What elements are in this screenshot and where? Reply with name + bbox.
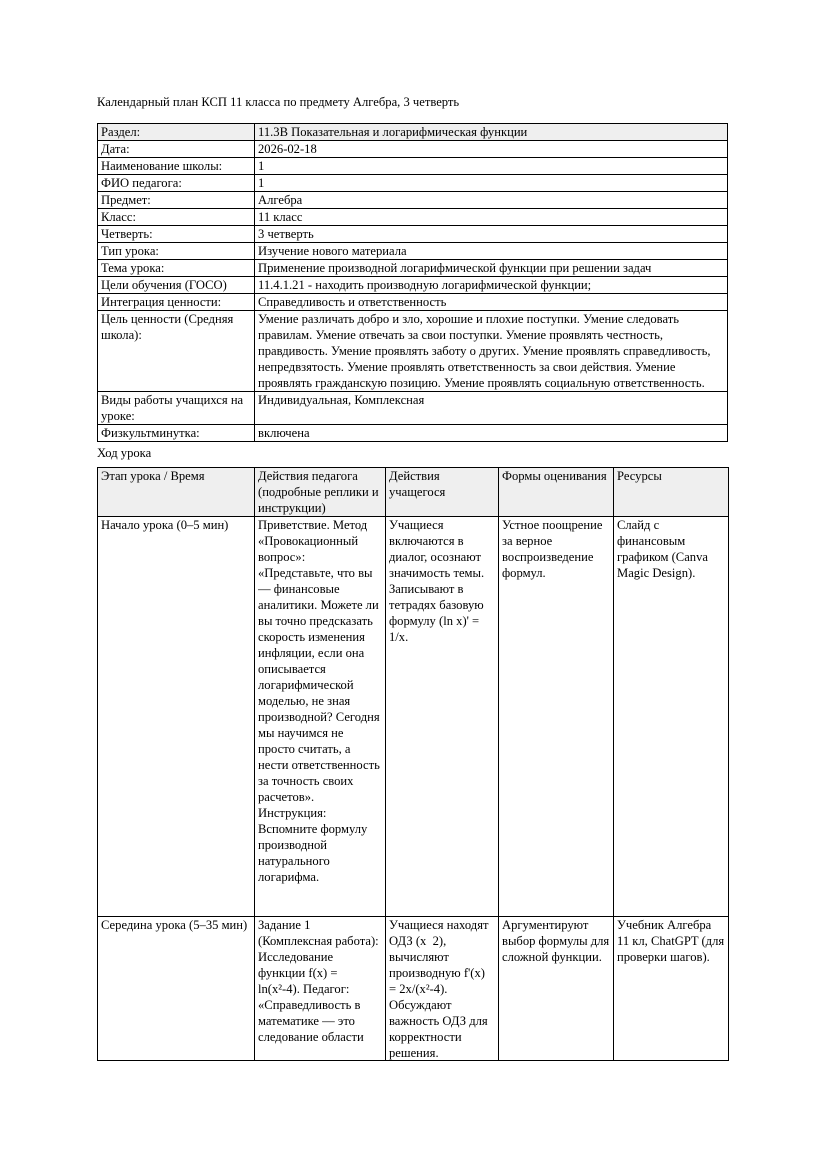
meta-label: Наименование школы: (98, 158, 255, 175)
meta-label: Цели обучения (ГОСО) (98, 277, 255, 294)
page-title: Календарный план КСП 11 класса по предмету Алгебра, 3 четверть (97, 95, 460, 109)
meta-value: включена (255, 425, 728, 442)
meta-row (98, 277, 728, 294)
column-header-resources: Ресурсы (614, 468, 729, 517)
lesson-row-start (98, 517, 729, 917)
meta-label: Раздел: (98, 124, 255, 141)
meta-table (97, 123, 728, 442)
meta-row (98, 425, 728, 442)
meta-label: Четверть: (98, 226, 255, 243)
stage-cell: Начало урока (0–5 мин) (98, 517, 255, 917)
meta-value: 11.3B Показательная и логарифмическая функции (255, 124, 728, 141)
meta-label: Интеграция ценности: (98, 294, 255, 311)
meta-value: 1 (255, 175, 728, 192)
assessment-cell: Аргументируют выбор формулы для сложной функции. (499, 917, 614, 1061)
meta-value: Изучение нового материала (255, 243, 728, 260)
resources-cell: Учебник Алгебра 11 кл, ChatGPT (для проверки шагов). (614, 917, 729, 1061)
teacher-actions-cell: Задание 1 (Комплексная работа): Исследование функции f(x) = ln(x²-4). Педагог: «Справедливость в математике — это следование области (255, 917, 386, 1061)
stage-cell: Середина урока (5–35 мин) (98, 917, 255, 1061)
meta-label: Предмет: (98, 192, 255, 209)
meta-label: Виды работы учащихся на уроке: (98, 392, 255, 425)
meta-value: 2026-02-18 (255, 141, 728, 158)
meta-value: Индивидуальная, Комплексная (255, 392, 728, 425)
lesson-table (97, 467, 729, 1061)
meta-label: Физкультминутка: (98, 425, 255, 442)
meta-value: Алгебра (255, 192, 728, 209)
column-header-assessment: Формы оценивания (499, 468, 614, 517)
meta-row (98, 311, 728, 392)
meta-row (98, 260, 728, 277)
meta-label: ФИО педагога: (98, 175, 255, 192)
student-actions-cell: Учащиеся включаются в диалог, осознают значимость темы. Записывают в тетрадях базовую формулу (ln x)' = 1/x. (386, 517, 499, 917)
meta-label: Дата: (98, 141, 255, 158)
meta-value: 11 класс (255, 209, 728, 226)
lesson-row-middle (98, 917, 729, 1061)
meta-value: Умение различать добро и зло, хорошие и плохие поступки. Умение следовать правилам. Умение отвечать за свои поступки. Умение проявлять честность, правдивость. Умение проявлять заботу о других. Умение проявлять справедливость, непредвзятость. Умение проявлять ответственность за свои действия. Умение проявлять гражданскую позицию. Умение проявлять социальную ответственность. (255, 311, 728, 392)
column-header-student-actions: Действия учащегося (386, 468, 499, 517)
meta-row (98, 294, 728, 311)
meta-row (98, 243, 728, 260)
student-actions-cell: Учащиеся находят ОДЗ (x 2), вычисляют производную f'(x) = 2x/(x²-4). Обсуждают важность ОДЗ для корректности решения. (386, 917, 499, 1061)
lesson-table-header-row (98, 468, 729, 517)
meta-row (98, 175, 728, 192)
meta-row (98, 209, 728, 226)
meta-row (98, 226, 728, 243)
meta-label: Тема урока: (98, 260, 255, 277)
meta-value: 11.4.1.21 - находить производную логарифмической функции; (255, 277, 728, 294)
meta-row (98, 124, 728, 141)
meta-label: Класс: (98, 209, 255, 226)
meta-value: 3 четверть (255, 226, 728, 243)
meta-row (98, 158, 728, 175)
lesson-flow-heading: Ход урока (97, 446, 152, 460)
meta-row (98, 392, 728, 425)
meta-row (98, 141, 728, 158)
meta-value: Справедливость и ответственность (255, 294, 728, 311)
teacher-actions-cell: Приветствие. Метод «Провокационный вопрос»: «Представьте, что вы — финансовые аналитики. Можете ли вы точно предсказать скорость изменения инфляции, если она описывается логарифмической моделью, не зная производной? Сегодня мы научимся не просто считать, а нести ответственность за точность своих расчетов». Инструкция: Вспомните формулу производной натурального логарифма. (255, 517, 386, 917)
resources-cell: Слайд с финансовым графиком (Canva Magic Design). (614, 517, 729, 917)
column-header-teacher-actions: Действия педагога (подробные реплики и инструкции) (255, 468, 386, 517)
document-content (97, 94, 728, 1061)
meta-label: Цель ценности (Средняя школа): (98, 311, 255, 392)
assessment-cell: Устное поощрение за верное воспроизведение формул. (499, 517, 614, 917)
meta-label: Тип урока: (98, 243, 255, 260)
meta-value: 1 (255, 158, 728, 175)
column-header-stage: Этап урока / Время (98, 468, 255, 517)
meta-row (98, 192, 728, 209)
meta-value: Применение производной логарифмической функции при решении задач (255, 260, 728, 277)
